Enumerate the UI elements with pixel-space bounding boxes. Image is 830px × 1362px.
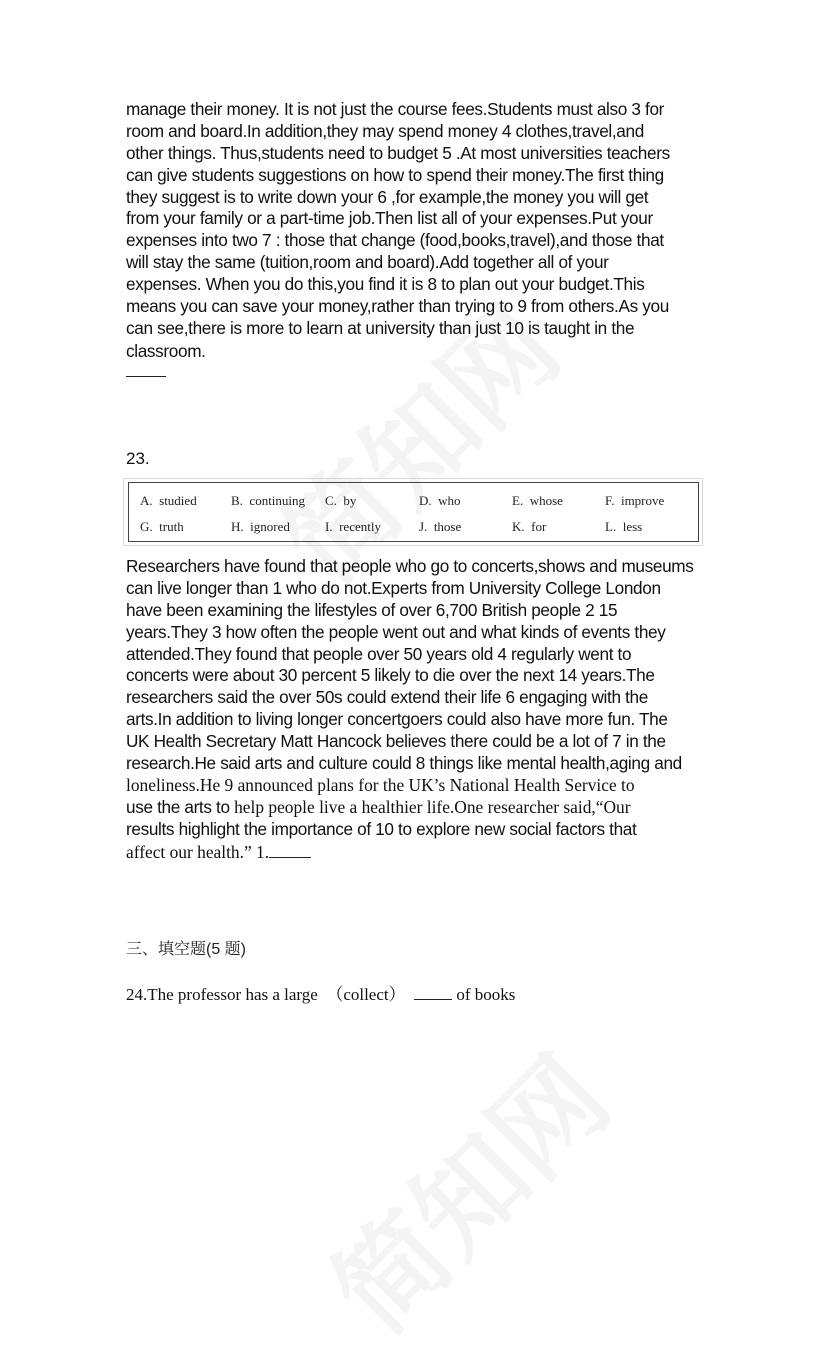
option-h: H. ignored	[231, 519, 290, 534]
passage-line: manage their money. It is not just the course fees.Students must also 3 for	[126, 99, 665, 119]
option-k: K. for	[512, 519, 547, 534]
passage-line: will stay the same (tuition,room and board).Add together all of your	[126, 252, 609, 272]
answer-blank[interactable]	[126, 376, 166, 377]
passage-line: results highlight the importance of 10 to explore new social factors that	[126, 819, 637, 839]
passage-line: affect our health.” 1.	[126, 841, 311, 863]
passage-line: arts.In addition to living longer concertgoers could also have more fun. The	[126, 709, 668, 729]
watermark-bottom	[292, 1016, 637, 1361]
passage-line: Researchers have found that people who go to concerts,shows and museums	[126, 556, 694, 576]
passage-line: from your family or a part-time job.Then list all of your expenses.Put your	[126, 208, 653, 228]
question-number: 23.	[126, 449, 150, 468]
passage-line: loneliness.He 9 announced plans for the UK’s National Health Service to	[126, 775, 635, 795]
passage-line: expenses into two 7 : those that change (food,books,travel),and those that	[126, 230, 664, 250]
section-title: 三、填空题(5 题)	[126, 941, 247, 958]
option-g: G. truth	[140, 519, 184, 534]
options-table	[123, 478, 703, 546]
passage-line: UK Health Secretary Matt Hancock believes there could be a lot of 7 in the	[126, 731, 666, 751]
passage-line: they suggest is to write down your 6 ,for example,the money you will get	[126, 187, 649, 207]
option-l: L. less	[605, 519, 643, 534]
option-j: J. those	[419, 519, 462, 534]
passage-line: research.He said arts and culture could 8 things like mental health,aging and	[126, 753, 682, 773]
passage-line: expenses. When you do this,you find it is 8 to plan out your budget.This	[126, 274, 645, 294]
option-b: B. continuing	[231, 493, 306, 508]
option-a: A. studied	[140, 493, 197, 508]
passage-line: means you can save your money,rather than trying to 9 from others.As you	[126, 296, 669, 316]
passage-line: can live longer than 1 who do not.Experts from University College London	[126, 578, 661, 598]
passage-line: use the arts to help people live a healthier life.One researcher said,“Our	[126, 797, 631, 817]
option-c: C. by	[325, 493, 357, 508]
passage-line: other things. Thus,students need to budget 5 .At most universities teachers	[126, 143, 670, 163]
passage-line: attended.They found that people over 50 years old 4 regularly went to	[126, 644, 632, 664]
answer-blank[interactable]	[414, 983, 452, 1000]
option-d: D. who	[419, 493, 461, 508]
passage-line: concerts were about 30 percent 5 likely to die over the next 14 years.The	[126, 665, 655, 685]
option-e: E. whose	[512, 493, 563, 508]
passage-line: have been examining the lifestyles of over 6,700 British people 2 15	[126, 600, 618, 620]
passage-line: can see,there is more to learn at university than just 10 is taught in the	[126, 318, 635, 338]
passage-line: years.They 3 how often the people went out and what kinds of events they	[126, 622, 666, 642]
question-24: 24.The professor has a large （collect） of books	[126, 985, 516, 1004]
passage-line: room and board.In addition,they may spend money 4 clothes,travel,and	[126, 121, 644, 141]
passage-line: can give students suggestions on how to spend their money.The first thing	[126, 165, 664, 185]
passage-line: classroom.	[126, 341, 206, 361]
passage-line: researchers said the over 50s could extend their life 6 engaging with the	[126, 687, 648, 707]
answer-blank[interactable]	[269, 841, 311, 858]
option-i: I. recently	[325, 519, 381, 534]
option-f: F. improve	[605, 493, 665, 508]
